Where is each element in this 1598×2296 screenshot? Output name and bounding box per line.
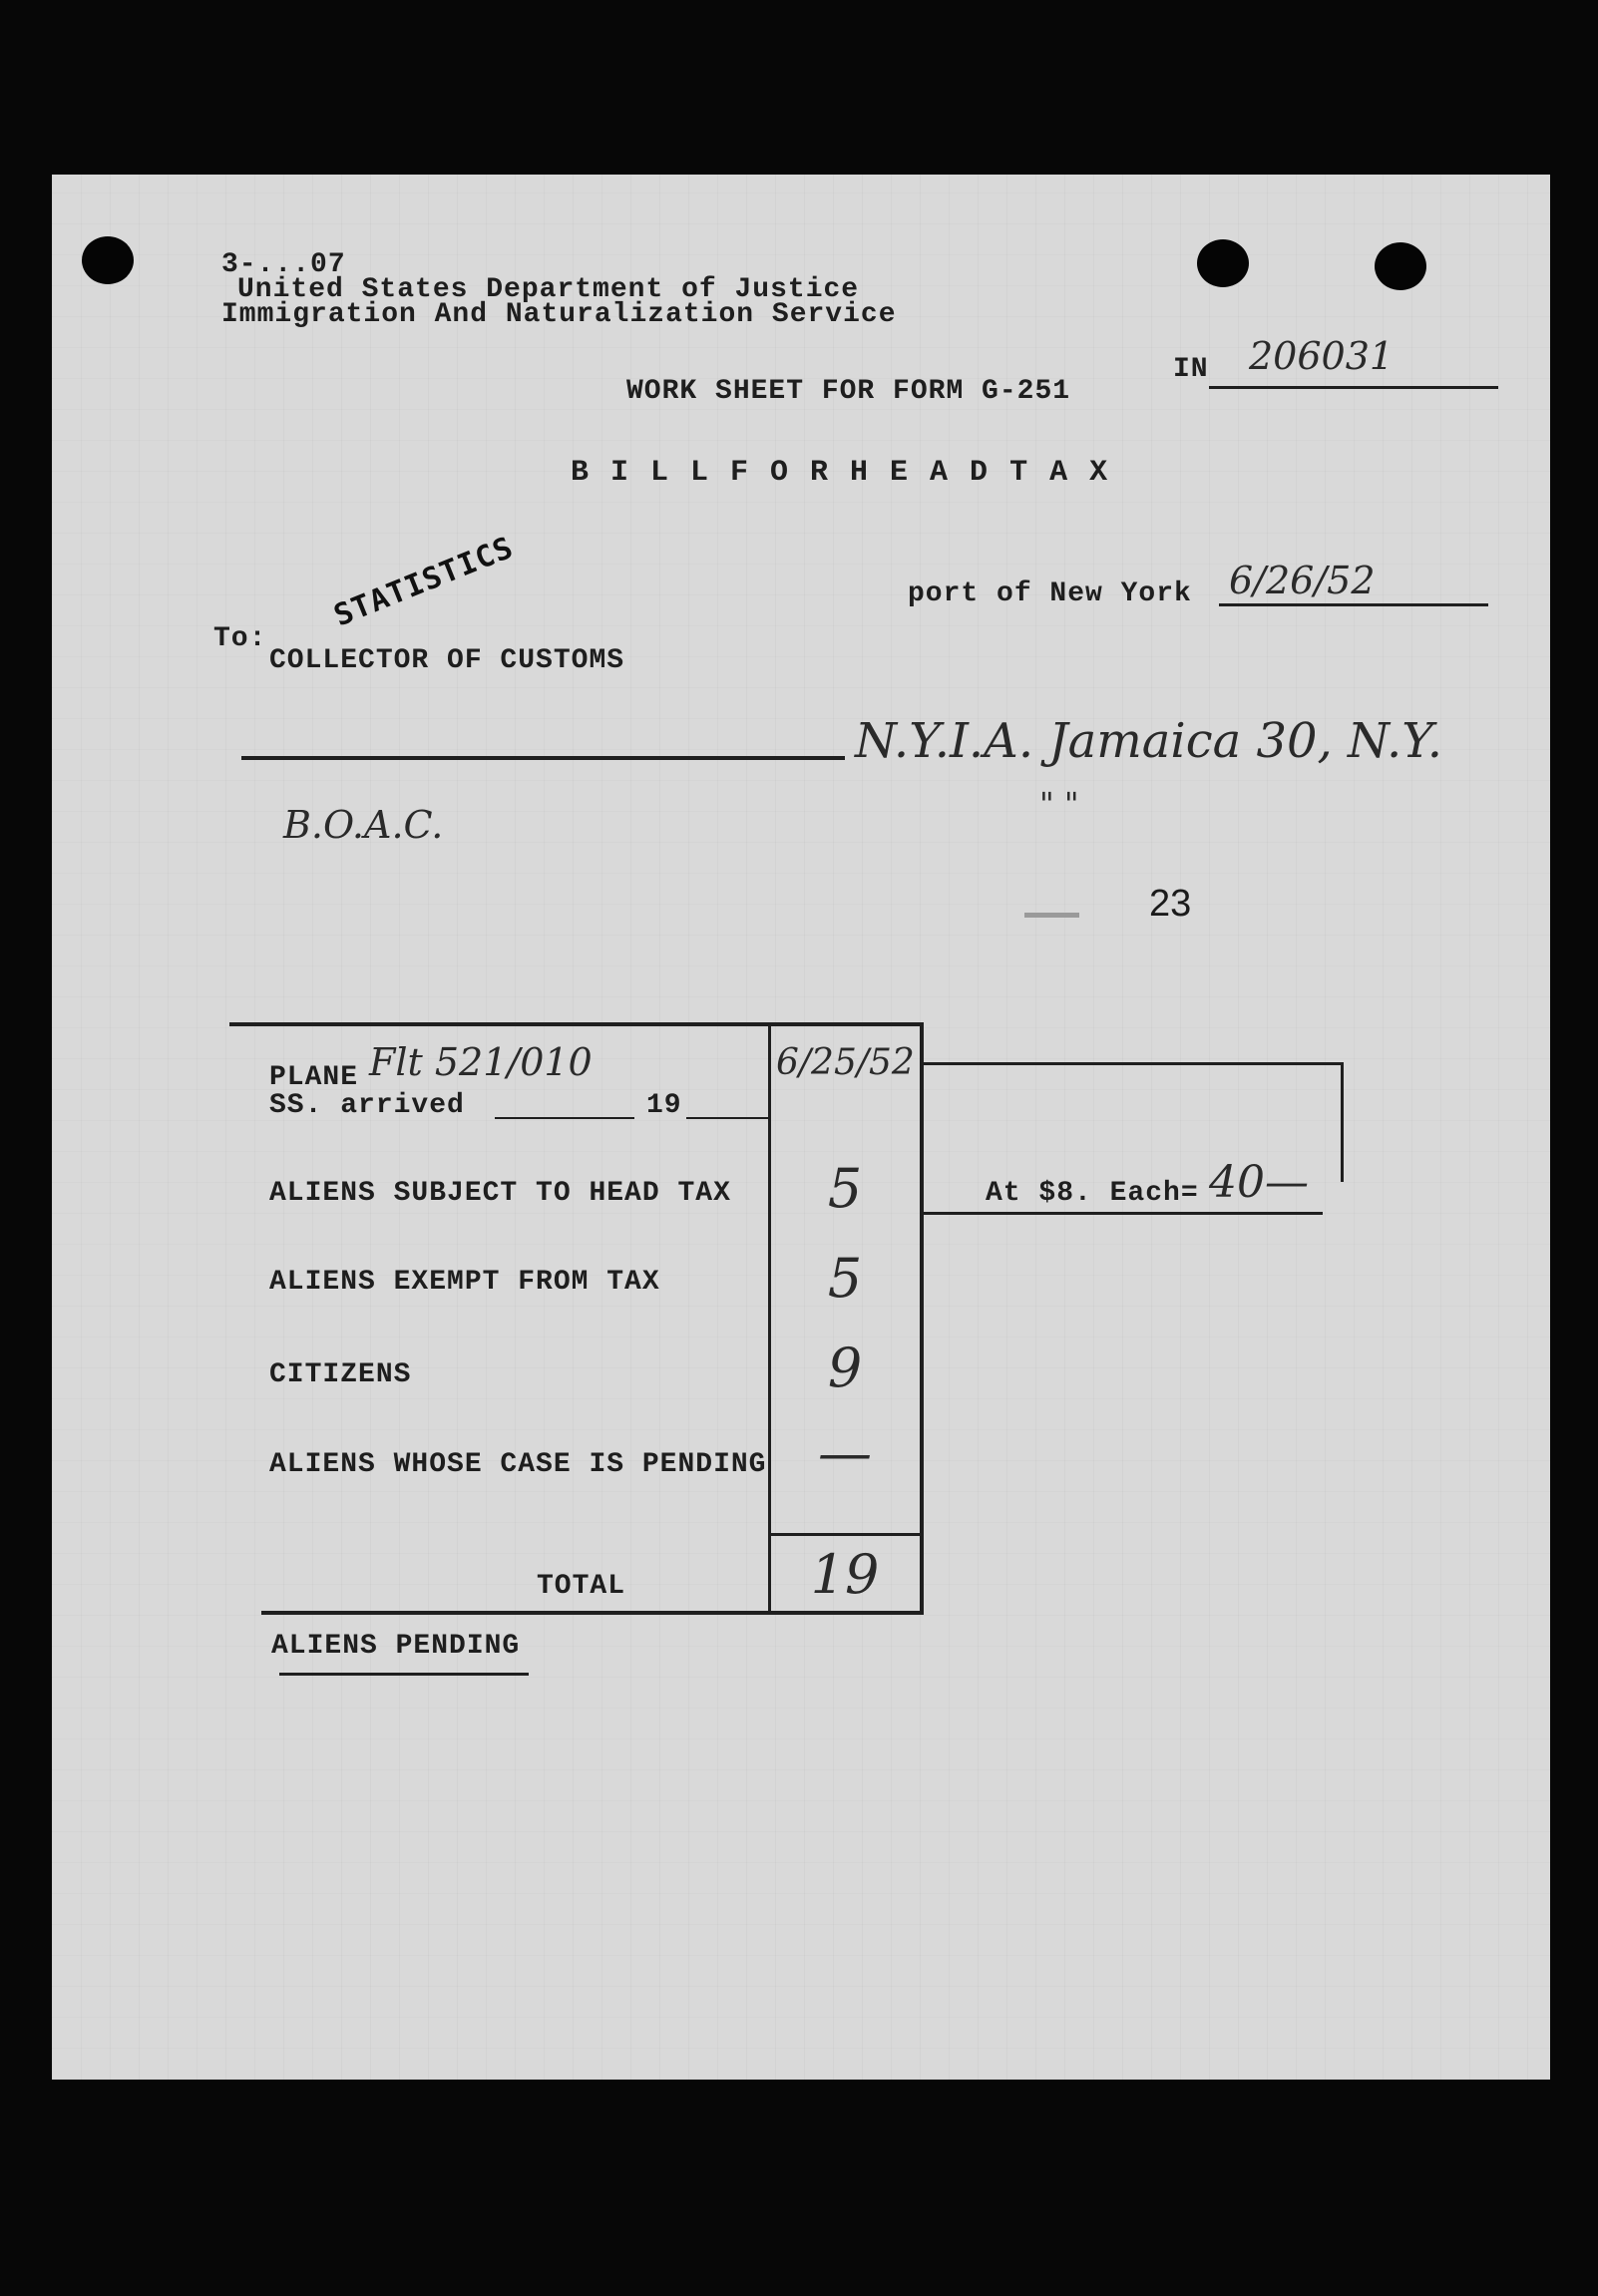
typed-number: 23 <box>1149 883 1192 925</box>
rate-box-top <box>924 1062 1343 1065</box>
total-top-rule <box>768 1533 924 1536</box>
address-rule <box>241 756 845 760</box>
table-bottom-rule <box>261 1611 924 1615</box>
row-value-pending: — <box>818 1421 872 1484</box>
to-label: To: <box>213 623 267 654</box>
punch-hole-left <box>82 236 134 284</box>
carrier-name: B.O.A.C. <box>283 803 444 847</box>
in-number-underline <box>1209 386 1498 389</box>
port-date-underline <box>1219 603 1488 606</box>
aliens-pending-underline <box>279 1673 529 1676</box>
port-label: port of New York <box>908 578 1192 609</box>
rate-underline <box>924 1212 1323 1215</box>
year-label: 19 <box>646 1090 682 1121</box>
total-label: TOTAL <box>537 1571 626 1602</box>
statistics-stamp: STATISTICS <box>329 530 519 634</box>
plane-flight: Flt 521/010 <box>369 1040 593 1084</box>
arrival-date: 6/25/52 <box>776 1042 915 1083</box>
in-label: IN <box>1173 354 1209 385</box>
faint-dash <box>1024 913 1079 918</box>
bill-title: B I L L F O R H E A D T A X <box>571 456 1110 490</box>
service-name: Immigration And Naturalization Service <box>221 299 897 330</box>
form-number: 3-...07 <box>221 249 346 280</box>
punch-hole-right <box>1375 242 1426 290</box>
year-underline <box>686 1117 768 1119</box>
row-label-citizens: CITIZENS <box>269 1359 412 1390</box>
plane-label: PLANE <box>269 1062 359 1093</box>
in-number: 206031 <box>1249 334 1395 378</box>
port-date: 6/26/52 <box>1229 559 1376 602</box>
row-value-subject: 5 <box>827 1157 863 1220</box>
table-top-rule <box>229 1022 924 1026</box>
ditto-marks: " " <box>1039 785 1079 823</box>
table-left-divider <box>768 1024 771 1613</box>
total-value: 19 <box>810 1543 880 1606</box>
row-value-citizens: 9 <box>827 1337 863 1399</box>
to-value: COLLECTOR OF CUSTOMS <box>269 645 625 676</box>
rate-box-side <box>1341 1062 1344 1182</box>
address-line: N.Y.I.A. Jamaica 30, N.Y. <box>855 713 1442 769</box>
row-label-subject: ALIENS SUBJECT TO HEAD TAX <box>269 1178 731 1209</box>
punch-hole-center <box>1197 239 1249 287</box>
ss-arrived-label: SS. arrived <box>269 1090 465 1121</box>
arrived-underline <box>495 1117 634 1119</box>
rate-label: At $8. Each= <box>986 1178 1199 1209</box>
document-page <box>52 175 1550 2080</box>
row-value-exempt: 5 <box>827 1247 863 1310</box>
table-right-divider <box>920 1024 924 1613</box>
row-label-exempt: ALIENS EXEMPT FROM TAX <box>269 1267 660 1298</box>
department-name: United States Department of Justice <box>237 274 860 305</box>
row-label-pending: ALIENS WHOSE CASE IS PENDING <box>269 1449 767 1480</box>
tax-amount: 40— <box>1209 1157 1309 1208</box>
aliens-pending-label: ALIENS PENDING <box>271 1631 521 1662</box>
worksheet-title: WORK SHEET FOR FORM G-251 <box>626 376 1071 407</box>
